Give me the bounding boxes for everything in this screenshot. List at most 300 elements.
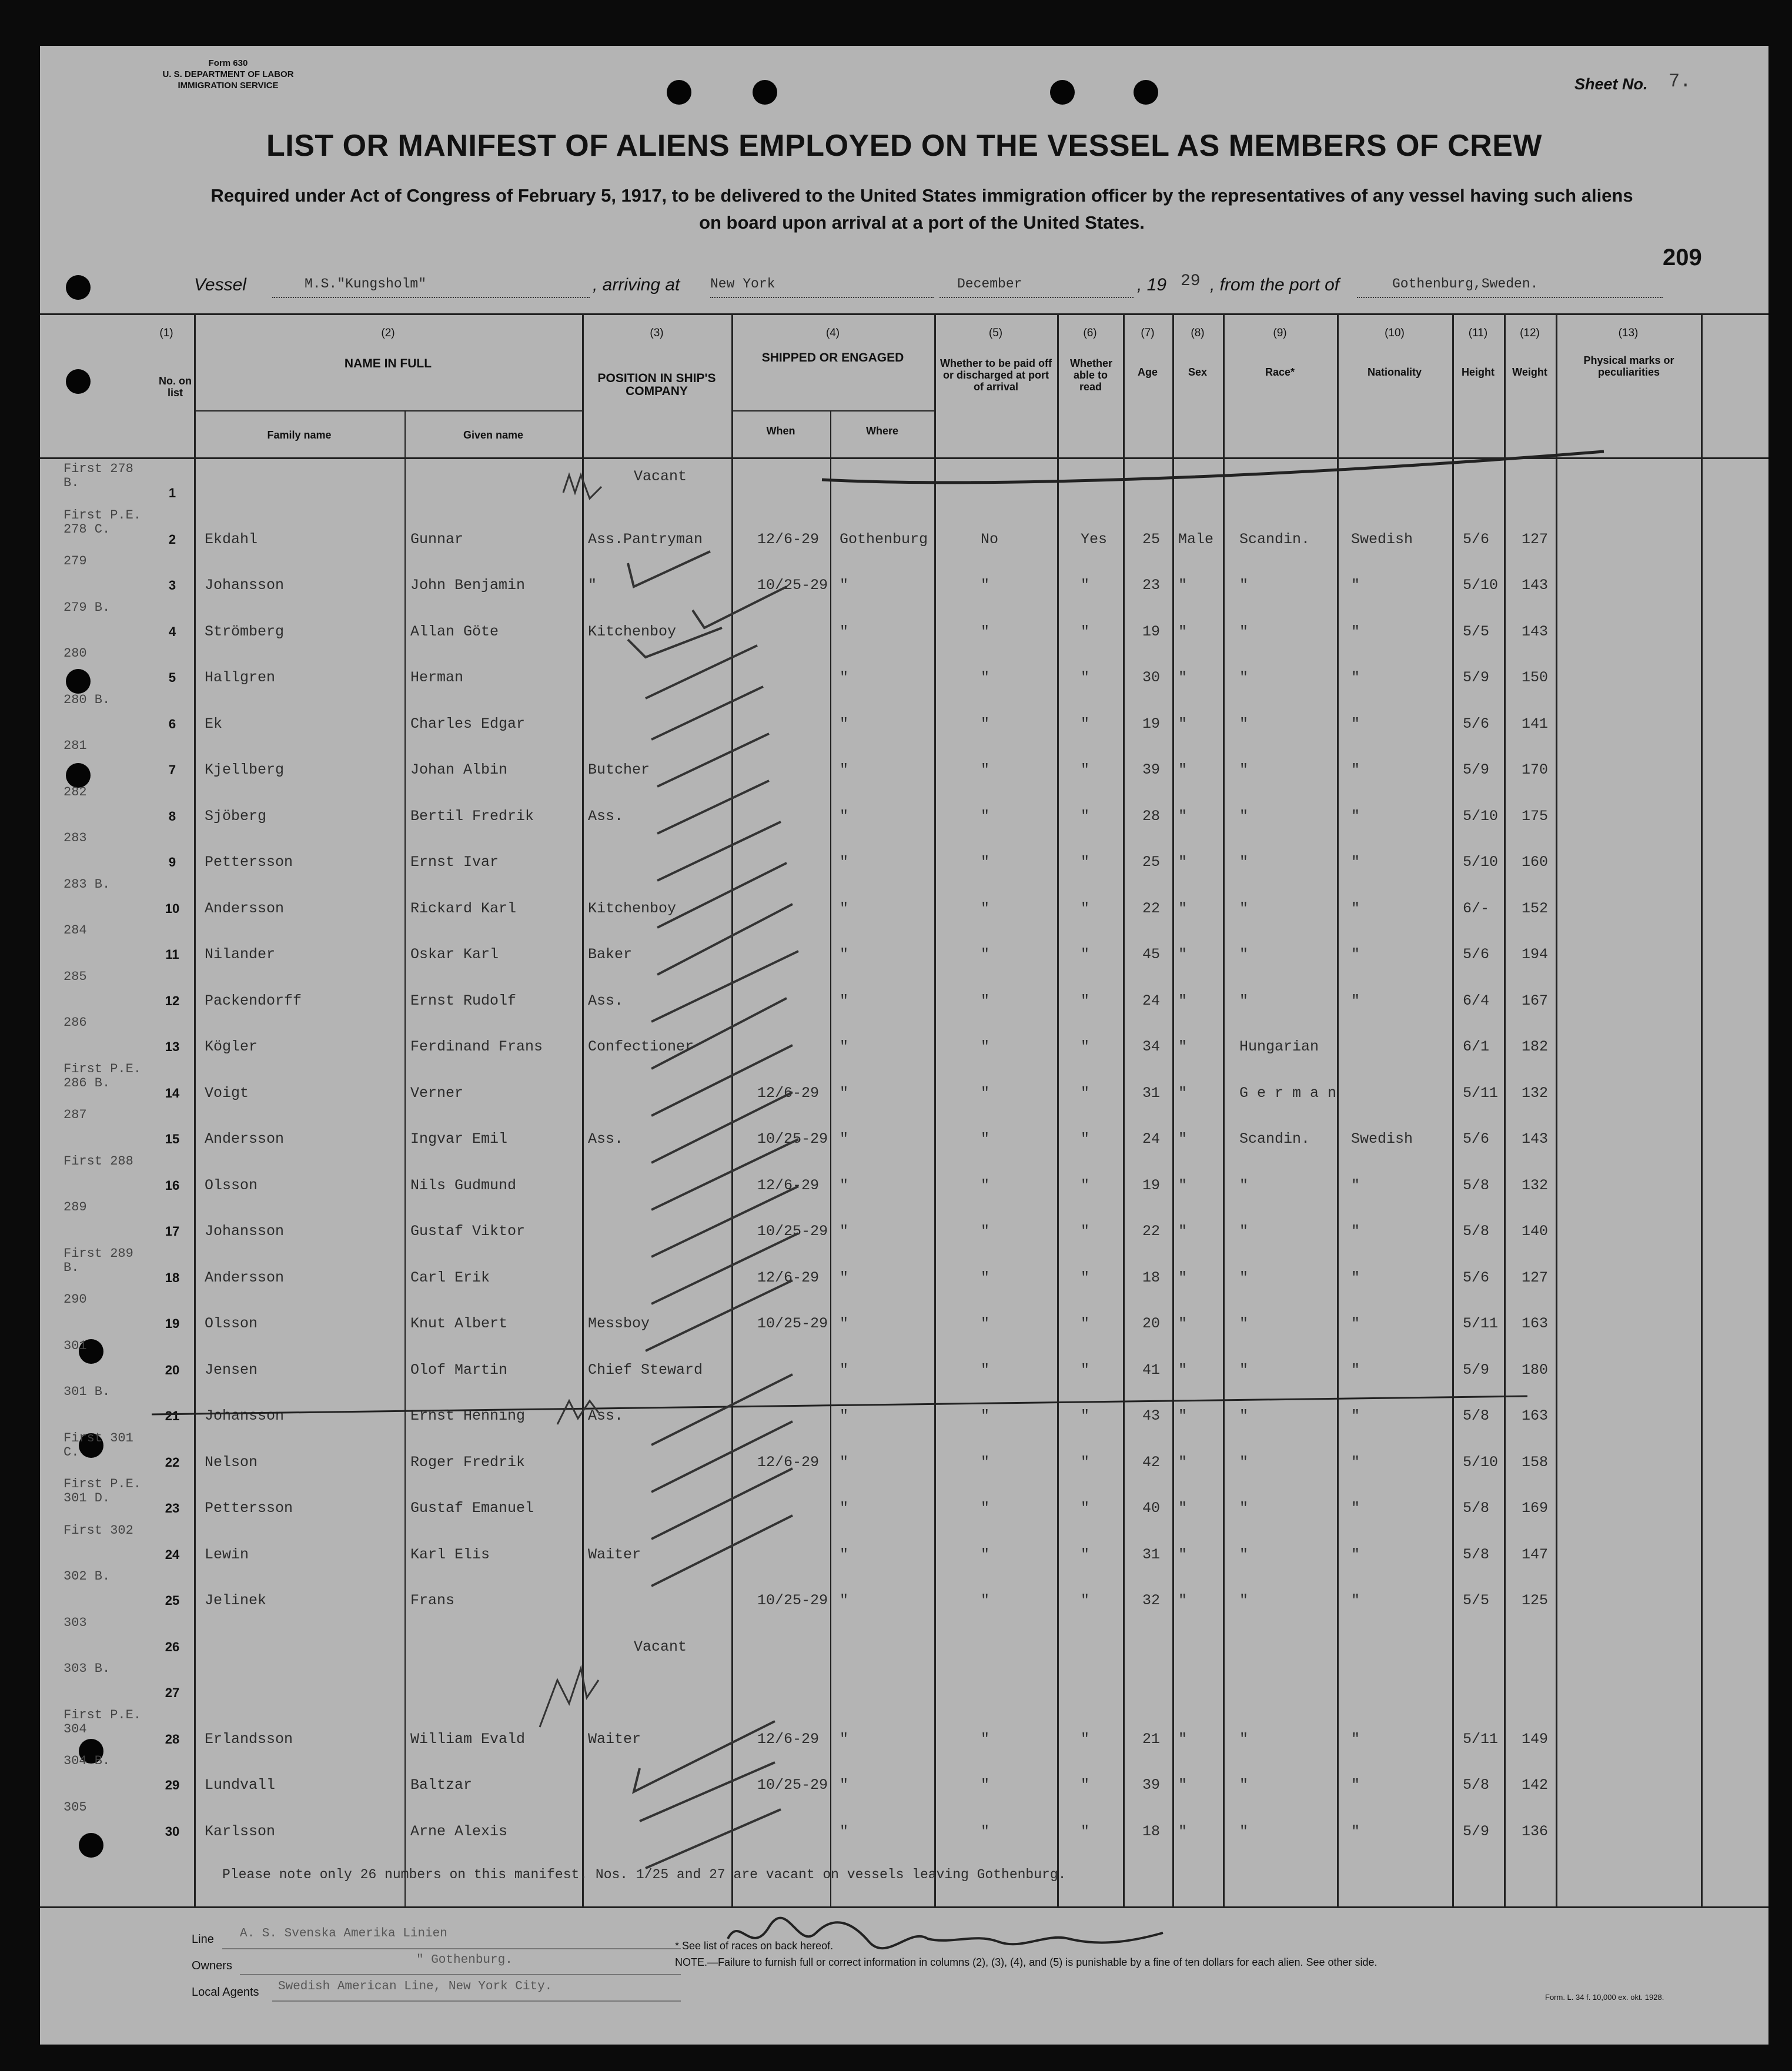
weight-cell: 152 [1522, 899, 1549, 917]
nationality-cell: " [1351, 577, 1360, 594]
able-read-cell: " [1081, 807, 1090, 825]
row-number: 25 [165, 1593, 180, 1608]
vacancy-note: Please note only 26 numbers on this manifest. Nos. 1/25 and 27 are vacant on vessels leaving Gothenburg. [222, 1867, 1066, 1882]
family-name-cell: Lundvall [205, 1776, 276, 1794]
age-cell: 39 [1142, 761, 1161, 778]
family-name-cell: Nilander [205, 946, 276, 963]
able-read-cell: " [1081, 1361, 1090, 1379]
family-name-cell: Olsson [205, 1315, 258, 1332]
family-name-cell: Erlandsson [205, 1730, 293, 1748]
height-cell: 5/6 [1463, 946, 1490, 963]
given-name-cell: Nils Gudmund [410, 1176, 517, 1194]
sex-cell: " [1178, 992, 1188, 1009]
form-print: Form. L. 34 f. 10,000 ex. okt. 1928. [1545, 1993, 1664, 2002]
nationality-cell: " [1351, 854, 1360, 871]
nationality-cell: " [1351, 623, 1360, 640]
list-reference: 279 [63, 554, 87, 568]
paid-off-cell: " [981, 1038, 990, 1055]
position-cell: Confectioner [588, 1038, 694, 1055]
row-number: 13 [165, 1039, 180, 1054]
family-name-cell: Johansson [205, 577, 285, 594]
paid-off-cell: " [981, 1592, 990, 1609]
row-number: 17 [165, 1224, 180, 1239]
handwritten-annotations [40, 46, 1768, 2045]
list-reference: 290 [63, 1292, 87, 1307]
col-position: POSITION IN SHIP'S COMPANY [597, 372, 716, 398]
colnum-13: (13) [1618, 327, 1639, 339]
sex-cell: " [1178, 761, 1188, 778]
weight-cell: 175 [1522, 807, 1549, 825]
list-reference: 303 B. [63, 1661, 111, 1676]
race-cell: " [1239, 1730, 1249, 1748]
weight-cell: 150 [1522, 669, 1549, 686]
col-shipped: SHIPPED OR ENGAGED [761, 351, 904, 364]
row-number: 10 [165, 901, 180, 916]
able-read-cell: " [1081, 899, 1090, 917]
check-mark [693, 587, 787, 628]
race-cell: " [1239, 1822, 1249, 1840]
where-cell: Gothenburg [840, 530, 928, 548]
nationality-cell: " [1351, 1730, 1360, 1748]
when-cell: 12/6-29 [757, 1084, 820, 1102]
weight-cell: 170 [1522, 761, 1549, 778]
paid-off-cell: " [981, 1084, 990, 1102]
able-read-cell: " [1081, 1038, 1090, 1055]
when-cell: 12/6-29 [757, 1176, 820, 1194]
given-name-cell: Carl Erik [410, 1269, 490, 1286]
list-reference: First 301 C. [63, 1430, 133, 1460]
height-cell: 5/10 [1463, 854, 1499, 871]
colnum-4: (4) [825, 327, 840, 339]
weight-cell: 143 [1522, 1130, 1549, 1147]
check-mark [646, 645, 757, 698]
sex-cell: " [1178, 1176, 1188, 1194]
position-cell: Kitchenboy [588, 899, 677, 917]
year-value: 29 [1181, 272, 1201, 290]
nationality-cell: " [1351, 899, 1360, 917]
row-number: 11 [165, 947, 179, 962]
position-cell: Ass. [588, 1130, 624, 1147]
weight-cell: 169 [1522, 1500, 1549, 1517]
nationality-cell: " [1351, 1500, 1360, 1517]
weight-cell: 143 [1522, 623, 1549, 640]
weight-cell: 158 [1522, 1453, 1549, 1471]
sex-cell: " [1178, 1822, 1188, 1840]
sex-cell: " [1178, 1269, 1188, 1286]
family-name-cell: Pettersson [205, 854, 293, 871]
family-name-cell: Kögler [205, 1038, 258, 1055]
sex-cell: " [1178, 946, 1188, 963]
age-cell: 19 [1142, 715, 1161, 732]
row-number: 19 [165, 1316, 180, 1331]
owners-rule [240, 1974, 681, 1975]
sex-cell: " [1178, 854, 1188, 871]
paid-off-cell: " [981, 946, 990, 963]
given-name-cell: Gustaf Emanuel [410, 1500, 534, 1517]
where-cell: " [840, 1223, 849, 1240]
sex-cell: " [1178, 669, 1188, 686]
height-cell: 5/10 [1463, 1453, 1499, 1471]
position-cell: Ass.Pantryman [588, 530, 703, 548]
where-cell: " [840, 715, 849, 732]
race-cell: " [1239, 715, 1249, 732]
paid-off-cell: " [981, 577, 990, 594]
given-name-cell: Bertil Fredrik [410, 807, 534, 825]
colnum-8: (8) [1191, 327, 1205, 339]
position-cell: Baker [588, 946, 633, 963]
weight-cell: 194 [1522, 946, 1549, 963]
age-cell: 21 [1142, 1730, 1161, 1748]
age-cell: 20 [1142, 1315, 1161, 1332]
list-reference: First 278 B. [63, 461, 133, 490]
able-read-cell: " [1081, 1822, 1090, 1840]
list-reference: First P.E. 301 D. [63, 1477, 142, 1505]
weight-cell: 141 [1522, 715, 1549, 732]
height-cell: 5/10 [1463, 577, 1499, 594]
sex-cell: " [1178, 623, 1188, 640]
race-cell: " [1239, 669, 1249, 686]
paid-off-cell: " [981, 669, 990, 686]
family-name-cell: Nelson [205, 1453, 258, 1471]
position-cell: Butcher [588, 761, 650, 778]
col-name-in-full: NAME IN FULL [344, 357, 432, 370]
col-nationality: Nationality [1367, 366, 1422, 378]
able-read-cell: " [1081, 1453, 1090, 1471]
where-cell: " [840, 1038, 849, 1055]
race-cell: G e r m a n [1239, 1084, 1337, 1102]
height-cell: 6/1 [1463, 1038, 1490, 1055]
race-cell: " [1239, 1776, 1249, 1794]
position-cell: Kitchenboy [588, 623, 677, 640]
age-cell: 41 [1142, 1361, 1161, 1379]
nationality-cell: " [1351, 1453, 1360, 1471]
where-cell: " [840, 577, 849, 594]
agents-rule [272, 2000, 681, 2002]
family-name-cell: Hallgren [205, 669, 276, 686]
list-reference: First 288 [63, 1153, 133, 1169]
age-cell: 25 [1142, 854, 1161, 871]
row-number: 7 [168, 762, 176, 777]
colnum-11: (11) [1468, 327, 1488, 339]
height-cell: 5/8 [1463, 1500, 1490, 1517]
position-cell: Ass. [588, 1407, 624, 1424]
row-number: 8 [168, 808, 176, 824]
given-name-cell: Roger Fredrik [410, 1453, 526, 1471]
paid-off-cell: " [981, 1500, 990, 1517]
list-reference: 280 B. [63, 692, 111, 707]
paid-off-cell: " [981, 1730, 990, 1748]
manifest-sheet [40, 46, 1768, 2045]
service-name: IMMIGRATION SERVICE [178, 81, 279, 91]
nationality-cell: " [1351, 761, 1360, 778]
col-when: When [766, 425, 795, 437]
given-name-cell: Ernst Rudolf [410, 992, 517, 1009]
row-number: 28 [165, 1731, 180, 1747]
family-name-cell: Andersson [205, 1130, 285, 1147]
age-cell: 22 [1142, 1223, 1161, 1240]
height-cell: 6/4 [1463, 992, 1490, 1009]
nationality-cell: " [1351, 1545, 1360, 1563]
weight-cell: 142 [1522, 1776, 1549, 1794]
position-cell: Waiter [588, 1730, 641, 1748]
height-cell: 5/8 [1463, 1776, 1490, 1794]
family-name-cell: Olsson [205, 1176, 258, 1194]
nationality-cell: " [1351, 1269, 1360, 1286]
row-number: 6 [168, 716, 176, 731]
weight-cell: 163 [1522, 1407, 1549, 1424]
check-mark [651, 1233, 798, 1304]
age-cell: 18 [1142, 1822, 1161, 1840]
owners-value: " Gothenburg. [416, 1953, 513, 1967]
when-cell: 12/6-29 [757, 1453, 820, 1471]
able-read-cell: " [1081, 854, 1090, 871]
given-name-cell: Oskar Karl [410, 946, 499, 963]
when-cell: 12/6-29 [757, 1269, 820, 1286]
row-number: 16 [165, 1177, 180, 1193]
weight-cell: 140 [1522, 1223, 1549, 1240]
able-read-cell: " [1081, 1407, 1090, 1424]
check-mark [651, 951, 798, 1022]
where-cell: " [840, 1453, 849, 1471]
colnum-10: (10) [1385, 327, 1405, 339]
where-cell: " [840, 1407, 849, 1424]
able-read-cell: " [1081, 669, 1090, 686]
paid-off-cell: " [981, 1269, 990, 1286]
when-cell: 10/25-29 [757, 1315, 828, 1332]
when-cell: 10/25-29 [757, 577, 828, 594]
paid-off-cell: " [981, 899, 990, 917]
race-cell: " [1239, 854, 1249, 871]
weight-cell: 149 [1522, 1730, 1549, 1748]
paid-off-cell: " [981, 761, 990, 778]
when-cell: 10/25-29 [757, 1130, 828, 1147]
list-reference: 282 [63, 784, 87, 799]
height-cell: 5/9 [1463, 1361, 1490, 1379]
paid-off-cell: " [981, 992, 990, 1009]
race-cell: " [1239, 623, 1249, 640]
position-cell: Vacant [634, 468, 687, 485]
year-prefix: , 19 [1137, 275, 1167, 295]
race-cell: " [1239, 807, 1249, 825]
check-mark [651, 1468, 793, 1539]
able-read-cell: " [1081, 577, 1090, 594]
where-cell: " [840, 1500, 849, 1517]
able-read-cell: " [1081, 1500, 1090, 1517]
family-name-cell: Johansson [205, 1407, 285, 1424]
family-name-cell: Kjellberg [205, 761, 285, 778]
age-cell: 32 [1142, 1592, 1161, 1609]
list-reference: 302 B. [63, 1569, 111, 1584]
paid-off-cell: " [981, 1130, 990, 1147]
position-cell: Ass. [588, 807, 624, 825]
given-name-cell: Baltzar [410, 1776, 473, 1794]
height-cell: 5/10 [1463, 807, 1499, 825]
given-name-cell: Rickard Karl [410, 899, 517, 917]
agents-label: Local Agents [192, 1986, 259, 1999]
row-number: 18 [165, 1270, 180, 1285]
col-no-on-list: No. on list [159, 375, 192, 399]
where-cell: " [840, 1730, 849, 1748]
sex-cell: " [1178, 1545, 1188, 1563]
given-name-cell: Gustaf Viktor [410, 1223, 526, 1240]
check-mark [657, 781, 769, 834]
form-number: Form 630 [208, 58, 248, 68]
nationality-cell: " [1351, 1176, 1360, 1194]
given-name-cell: Karl Elis [410, 1545, 490, 1563]
list-reference: 287 [63, 1108, 87, 1122]
race-cell: " [1239, 992, 1249, 1009]
family-name-cell: Sjöberg [205, 807, 267, 825]
nationality-cell: Swedish [1351, 530, 1413, 548]
where-cell: " [840, 1361, 849, 1379]
list-reference: First P.E. 286 B. [63, 1061, 142, 1090]
race-cell: Scandin. [1239, 1130, 1310, 1147]
family-name-cell: Pettersson [205, 1500, 293, 1517]
check-mark [657, 734, 769, 787]
sex-cell: Male [1178, 530, 1214, 548]
able-read-cell: " [1081, 1315, 1090, 1332]
check-mark [628, 551, 710, 587]
sex-cell: " [1178, 899, 1188, 917]
race-cell: " [1239, 1500, 1249, 1517]
col-height: Height [1462, 366, 1495, 378]
initials-scribble [557, 1401, 599, 1424]
able-read-cell: " [1081, 1176, 1090, 1194]
given-name-cell: Knut Albert [410, 1315, 508, 1332]
colnum-3: (3) [650, 327, 664, 339]
arriving-label: , arriving at [593, 275, 680, 295]
where-cell: " [840, 899, 849, 917]
nationality-cell: " [1351, 1223, 1360, 1240]
when-cell: 12/6-29 [757, 1730, 820, 1748]
list-reference: 279 B. [63, 600, 111, 615]
age-cell: 24 [1142, 992, 1161, 1009]
family-name-cell: Karlsson [205, 1822, 276, 1840]
age-cell: 45 [1142, 946, 1161, 963]
list-reference: First 302 [63, 1523, 133, 1538]
able-read-cell: " [1081, 1084, 1090, 1102]
check-mark [651, 1374, 793, 1445]
list-reference: First P.E. 278 C. [63, 507, 142, 537]
given-name-cell: William Evald [410, 1730, 526, 1748]
list-reference: 303 [63, 1615, 87, 1630]
sheet-label: Sheet No. [1574, 75, 1648, 93]
row-number: 24 [165, 1547, 180, 1562]
race-cell: " [1239, 1176, 1249, 1194]
list-reference: First 289 B. [63, 1246, 133, 1275]
nationality-cell: " [1351, 1822, 1360, 1840]
able-read-cell: " [1081, 1545, 1090, 1563]
arriving-value: New York [710, 276, 775, 292]
weight-cell: 132 [1522, 1084, 1549, 1102]
col-sex: Sex [1188, 366, 1208, 378]
age-cell: 40 [1142, 1500, 1161, 1517]
when-cell: 12/6-29 [757, 530, 820, 548]
height-cell: 5/11 [1463, 1730, 1499, 1748]
check-mark [651, 1186, 798, 1257]
check-mark [646, 1809, 781, 1868]
list-reference: 285 [63, 969, 87, 984]
age-cell: 19 [1142, 623, 1161, 640]
where-cell: " [840, 946, 849, 963]
able-read-cell: " [1081, 761, 1090, 778]
family-name-cell: Jensen [205, 1361, 258, 1379]
nationality-cell: " [1351, 1407, 1360, 1424]
col-able-read: Whether able to read [1070, 357, 1112, 393]
where-cell: " [840, 623, 849, 640]
check-mark [657, 822, 781, 881]
age-cell: 31 [1142, 1084, 1161, 1102]
family-name-cell: Voigt [205, 1084, 249, 1102]
row-number: 1 [168, 486, 176, 500]
penalty-note: NOTE.—Failure to furnish full or correct information in columns (2), (3), (4), and (5) is punishable by a fine of ten dollars for each alien. See other side. [675, 1956, 1378, 1968]
age-cell: 22 [1142, 899, 1161, 917]
colnum-5: (5) [988, 327, 1003, 339]
given-name-cell: Ferdinand Frans [410, 1038, 543, 1055]
position-cell: Ass. [588, 992, 624, 1009]
page-title: LIST OR MANIFEST OF ALIENS EMPLOYED ON THE VESSEL AS MEMBERS OF CREW [266, 129, 1542, 163]
row-number: 29 [165, 1778, 180, 1792]
height-cell: 5/8 [1463, 1176, 1490, 1194]
list-reference: First P.E. 304 [63, 1707, 142, 1737]
list-reference: 289 [63, 1200, 87, 1215]
able-read-cell: " [1081, 1130, 1090, 1147]
where-cell: " [840, 669, 849, 686]
weight-cell: 163 [1522, 1315, 1549, 1332]
paid-off-cell: " [981, 1407, 990, 1424]
able-read-cell: " [1081, 1269, 1090, 1286]
from-port-label: , from the port of [1210, 275, 1340, 295]
where-cell: " [840, 1315, 849, 1332]
able-read-cell: " [1081, 623, 1090, 640]
when-cell: 10/25-29 [757, 1223, 828, 1240]
race-cell: " [1239, 1269, 1249, 1286]
weight-cell: 167 [1522, 992, 1549, 1009]
race-cell: Hungarian [1239, 1038, 1319, 1055]
paid-off-cell: " [981, 1223, 990, 1240]
check-mark [628, 628, 722, 657]
sex-cell: " [1178, 1084, 1188, 1102]
check-mark [634, 1721, 775, 1792]
race-cell: " [1239, 899, 1249, 917]
height-cell: 5/11 [1463, 1084, 1499, 1102]
race-cell: " [1239, 1545, 1249, 1563]
row-number: 23 [165, 1501, 180, 1515]
height-cell: 5/9 [1463, 761, 1490, 778]
height-cell: 5/11 [1463, 1315, 1499, 1332]
sex-cell: " [1178, 1407, 1188, 1424]
sex-cell: " [1178, 1038, 1188, 1055]
age-cell: 30 [1142, 669, 1161, 686]
given-name-cell: Arne Alexis [410, 1822, 508, 1840]
paid-off-cell: No [981, 530, 999, 548]
paid-off-cell: " [981, 807, 990, 825]
list-reference: 286 [63, 1015, 87, 1030]
where-cell: " [840, 992, 849, 1009]
sex-cell: " [1178, 577, 1188, 594]
given-name-cell: Ingvar Emil [410, 1130, 508, 1147]
given-name-cell: Herman [410, 669, 464, 686]
family-name-cell: Jelinek [205, 1592, 267, 1609]
sex-cell: " [1178, 1776, 1188, 1794]
nationality-cell: Swedish [1351, 1130, 1413, 1147]
paid-off-cell: " [981, 1545, 990, 1563]
weight-cell: 180 [1522, 1361, 1549, 1379]
able-read-cell: " [1081, 1730, 1090, 1748]
paid-off-cell: " [981, 1776, 990, 1794]
family-name-cell: Ek [205, 715, 223, 732]
age-cell: 18 [1142, 1269, 1161, 1286]
